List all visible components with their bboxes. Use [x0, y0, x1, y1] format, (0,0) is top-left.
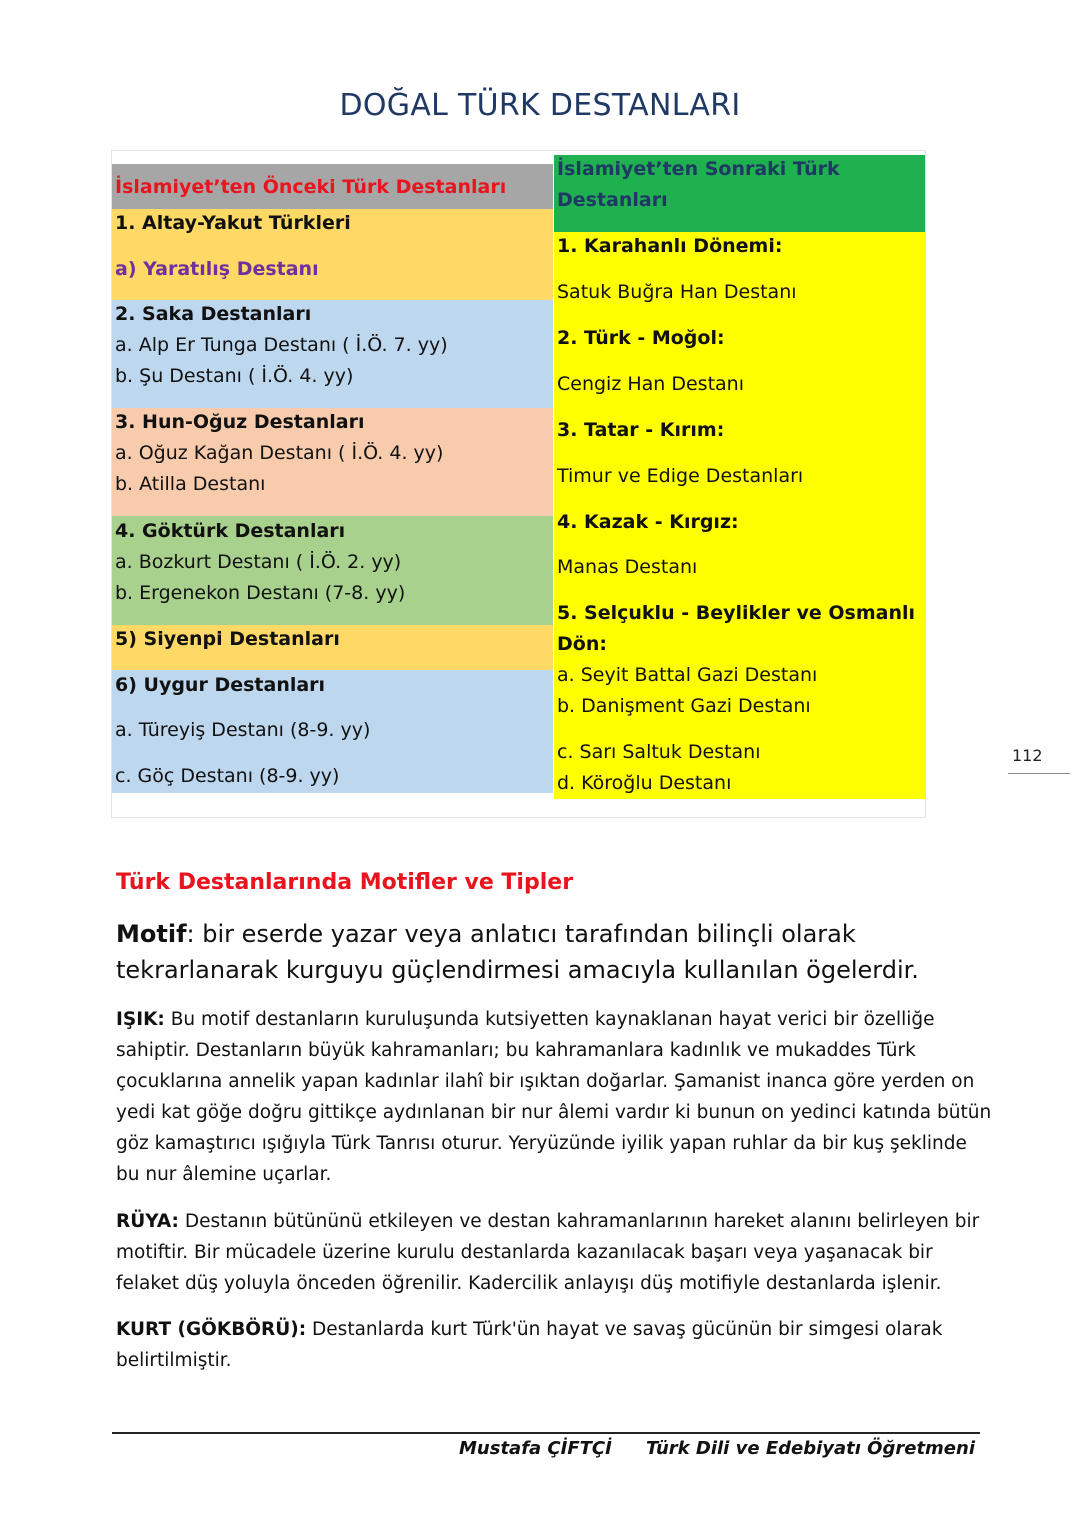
selcuklu-title-line1: 5. Selçuklu - Beylikler ve Osmanlı: [557, 602, 916, 624]
gokturk-item-b: b. Ergenekon Destanı (7-8. yy): [115, 582, 406, 604]
post-islamic-body-cell: [554, 232, 925, 799]
page-number-rule: [1008, 773, 1070, 774]
post-islamic-header-line2: Destanları: [557, 189, 668, 211]
page-title: DOĞAL TÜRK DESTANLARI: [339, 88, 741, 123]
mogol-item: Cengiz Han Destanı: [557, 373, 744, 395]
tatar-title: 3. Tatar - Kırım:: [557, 419, 725, 441]
ruya-paragraph: [116, 1206, 996, 1299]
footer-author: Mustafa ÇİFTÇİ: [459, 1438, 612, 1459]
saka-item-a: a. Alp Er Tunga Destanı ( İ.Ö. 7. yy): [115, 334, 448, 356]
kurt-label: KURT (GÖKBÖRÜ):: [116, 1319, 307, 1340]
hun-item-b: b. Atilla Destanı: [115, 473, 266, 495]
uygur-cell: [112, 670, 553, 793]
kazak-item: Manas Destanı: [557, 556, 698, 578]
post-islamic-header-line1: İslamiyet’ten Sonraki Türk: [557, 158, 840, 180]
kurt-text: Destanlarda kurt Türk'ün hayat ve savaş gücünün bir simgesi olarak belirtilmiştir.: [116, 1319, 943, 1371]
selcuklu-item-c: c. Sarı Saltuk Destanı: [557, 741, 761, 763]
selcuklu-title-line2: Dön:: [557, 633, 607, 655]
footer-role: Türk Dili ve Edebiyatı Öğretmeni: [646, 1438, 976, 1459]
selcuklu-item-d: d. Köroğlu Destanı: [557, 772, 732, 794]
page-number: 112: [1012, 746, 1043, 765]
motif-definition: : bir eserde yazar veya anlatıcı tarafından bilinçli olarak tekrarlanarak kurguyu güçlendirmesi amacıyla kullanılan ögelerdir.: [116, 920, 919, 984]
isik-text: Bu motif destanların kuruluşunda kutsiyetten kaynaklanan hayat verici bir özelliğe sahiptir. Destanların büyük kahramanları; bu kahramanlara kadınlık ve mukaddes Türk çocuklarına annelik yapan kadınlar ilahî bir ışıktan doğarlar. Şamanist inanca göre yerden on yedi kat göğe doğru gittikçe aydınlanan bir nur âlemi vardır ki bunun on yedinci katında bütün göz kamaştırıcı ışığıyla Türk Tanrısı oturur. Yeryüzünde iyilik yapan ruhlar da bir kuş şeklinde bu nur âlemine uçarlar.: [116, 1009, 992, 1185]
altay-item: a) Yaratılış Destanı: [115, 258, 319, 280]
pre-islamic-header: İslamiyet’ten Önceki Türk Destanları: [115, 176, 507, 198]
motif-term: Motif: [116, 920, 187, 948]
gokturk-cell: [112, 516, 553, 625]
altay-cell: [112, 209, 553, 300]
selcuklu-item-b: b. Danişment Gazi Destanı: [557, 695, 811, 717]
siyenpi-cell: [112, 625, 553, 670]
hun-item-a: a. Oğuz Kağan Destanı ( İ.Ö. 4. yy): [115, 442, 444, 464]
isik-paragraph: [116, 1004, 996, 1190]
saka-item-b: b. Şu Destanı ( İ.Ö. 4. yy): [115, 365, 354, 387]
ruya-label: RÜYA:: [116, 1211, 179, 1232]
hun-cell: [112, 408, 553, 516]
uygur-item-a: a. Türeyiş Destanı (8-9. yy): [115, 719, 371, 741]
mogol-title: 2. Türk - Moğol:: [557, 327, 725, 349]
gokturk-item-a: a. Bozkurt Destanı ( İ.Ö. 2. yy): [115, 551, 402, 573]
isik-label: IŞIK:: [116, 1009, 165, 1030]
uygur-item-c: c. Göç Destanı (8-9. yy): [115, 765, 340, 787]
gokturk-title: 4. Göktürk Destanları: [115, 520, 346, 542]
footer-rule: [112, 1432, 980, 1434]
karahanli-title: 1. Karahanlı Dönemi:: [557, 235, 783, 257]
selcuklu-item-a: a. Seyit Battal Gazi Destanı: [557, 664, 818, 686]
siyenpi-title: 5) Siyenpi Destanları: [115, 628, 340, 650]
karahanli-item: Satuk Buğra Han Destanı: [557, 281, 797, 303]
pre-islamic-header-cell: [112, 164, 553, 209]
kurt-paragraph: [116, 1314, 996, 1376]
destan-table: [111, 150, 926, 818]
tatar-item: Timur ve Edige Destanları: [557, 465, 804, 487]
motif-definition-paragraph: [116, 916, 996, 988]
altay-title: 1. Altay-Yakut Türkleri: [115, 212, 351, 234]
kazak-title: 4. Kazak - Kırgız:: [557, 511, 739, 533]
section-title: Türk Destanlarında Motifler ve Tipler: [116, 870, 574, 895]
ruya-text: Destanın bütününü etkileyen ve destan kahramanlarının hareket alanını belirleyen bir motiftir. Bir mücadele üzerine kurulu destanlarda kazanılacak başarı veya yaşanacak bir felaket düş yoluyla önceden öğrenilir. Kadercilik anlayışı düş motifiyle destanlarda işlenir.: [116, 1211, 980, 1294]
hun-title: 3. Hun-Oğuz Destanları: [115, 411, 365, 433]
uygur-title: 6) Uygur Destanları: [115, 674, 326, 696]
post-islamic-header-cell: [554, 155, 925, 232]
saka-title: 2. Saka Destanları: [115, 303, 312, 325]
saka-cell: [112, 300, 553, 408]
